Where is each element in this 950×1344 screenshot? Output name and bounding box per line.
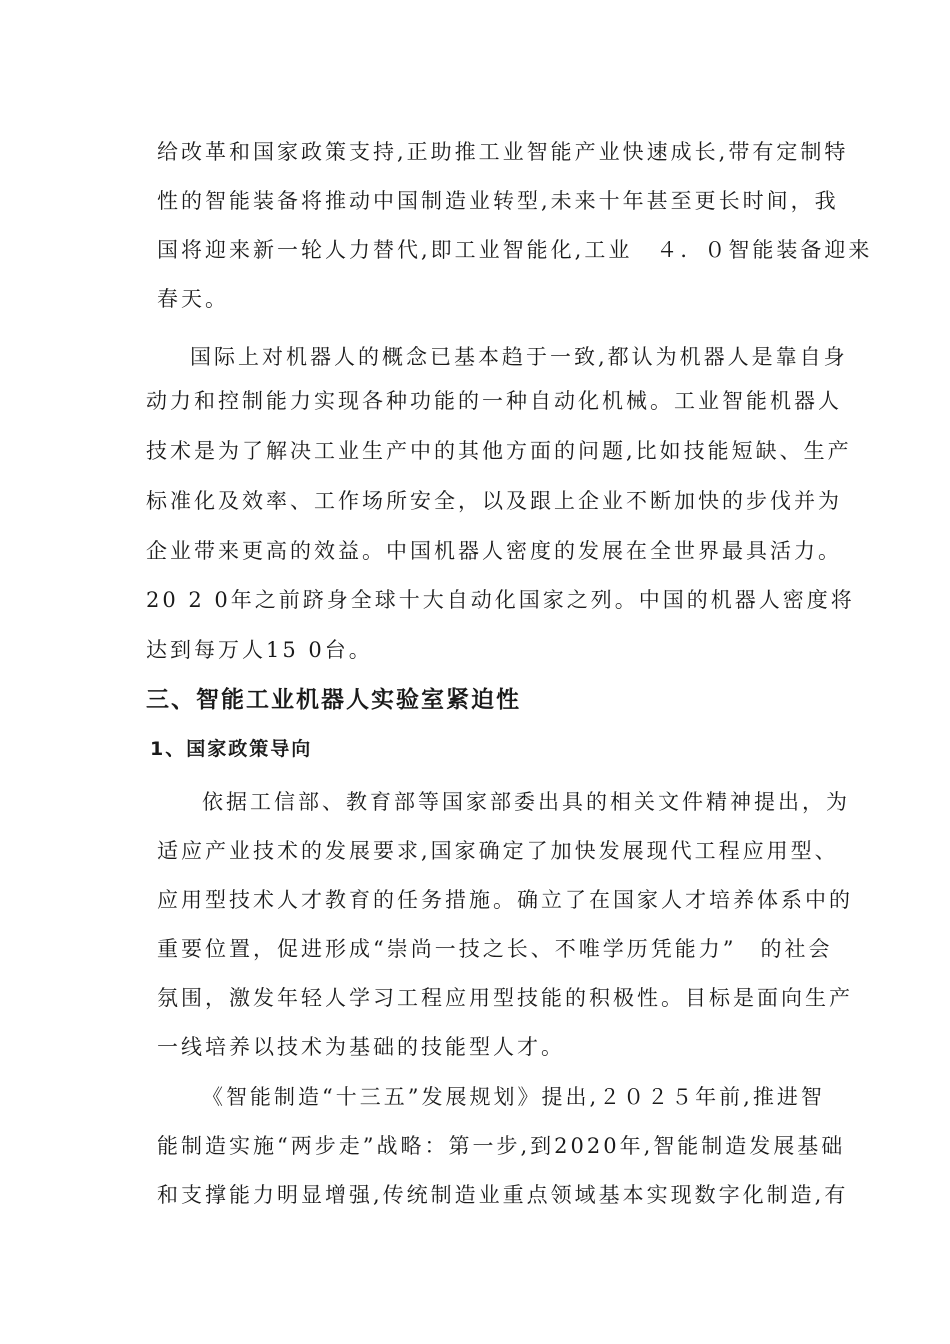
paragraph-line: 适应产业技术的发展要求,国家确定了加快发展现代工程应用型、 [157, 839, 839, 863]
paragraph-line: 氛围，激发年轻人学习工程应用型技能的积极性。目标是面向生产 [157, 986, 853, 1010]
paragraph-line: 应用型技术人才教育的任务措施。确立了在国家人才培养体系中的 [157, 888, 853, 912]
paragraph-line: 依据工信部、教育部等国家部委出具的相关文件精神提出，为 [202, 790, 850, 814]
paragraph-line: 动力和控制能力实现各种功能的一种自动化机械。工业智能机器人 [146, 389, 842, 413]
paragraph-line: 20 2 0年之前跻身全球十大自动化国家之列。中国的机器人密度将 [146, 588, 855, 612]
paragraph-line: 国将迎来新一轮人力替代,即工业智能化,工业 ４．０智能装备迎来 [157, 238, 873, 262]
paragraph-line: 重要位置，促进形成“崇尚一技之长、不唯学历凭能力” 的社会 [157, 937, 833, 961]
paragraph-line: 春天。 [157, 287, 229, 311]
paragraph-line: 《智能制造“十三五”发展规划》提出,２０２５年前,推进智 [202, 1085, 825, 1109]
section-heading: 三、智能工业机器人实验室紧迫性 [146, 687, 521, 713]
paragraph-line: 给改革和国家政策支持,正助推工业智能产业快速成长,带有定制特 [157, 140, 849, 164]
paragraph-line: 性的智能装备将推动中国制造业转型,未来十年甚至更长时间，我 [157, 189, 839, 213]
paragraph-line: 国际上对机器人的概念已基本趋于一致,都认为机器人是靠自身 [190, 345, 848, 369]
paragraph-line: 达到每万人15 0台。 [146, 638, 373, 662]
paragraph-line: 能制造实施“两步走”战略：第一步,到2020年,智能制造发展基础 [157, 1134, 846, 1158]
paragraph-line: 技术是为了解决工业生产中的其他方面的问题,比如技能短缺、生产 [146, 439, 852, 463]
paragraph-line: 企业带来更高的效益。中国机器人密度的发展在全世界最具活力。 [146, 539, 842, 563]
paragraph-line: 一线培养以技术为基础的技能型人才。 [157, 1035, 565, 1059]
paragraph-line: 和支撑能力明显增强,传统制造业重点领域基本实现数字化制造,有 [157, 1183, 849, 1207]
paragraph-line: 标准化及效率、工作场所安全，以及跟上企业不断加快的步伐并为 [146, 489, 842, 513]
subsection-heading: 1、国家政策导向 [150, 738, 313, 760]
